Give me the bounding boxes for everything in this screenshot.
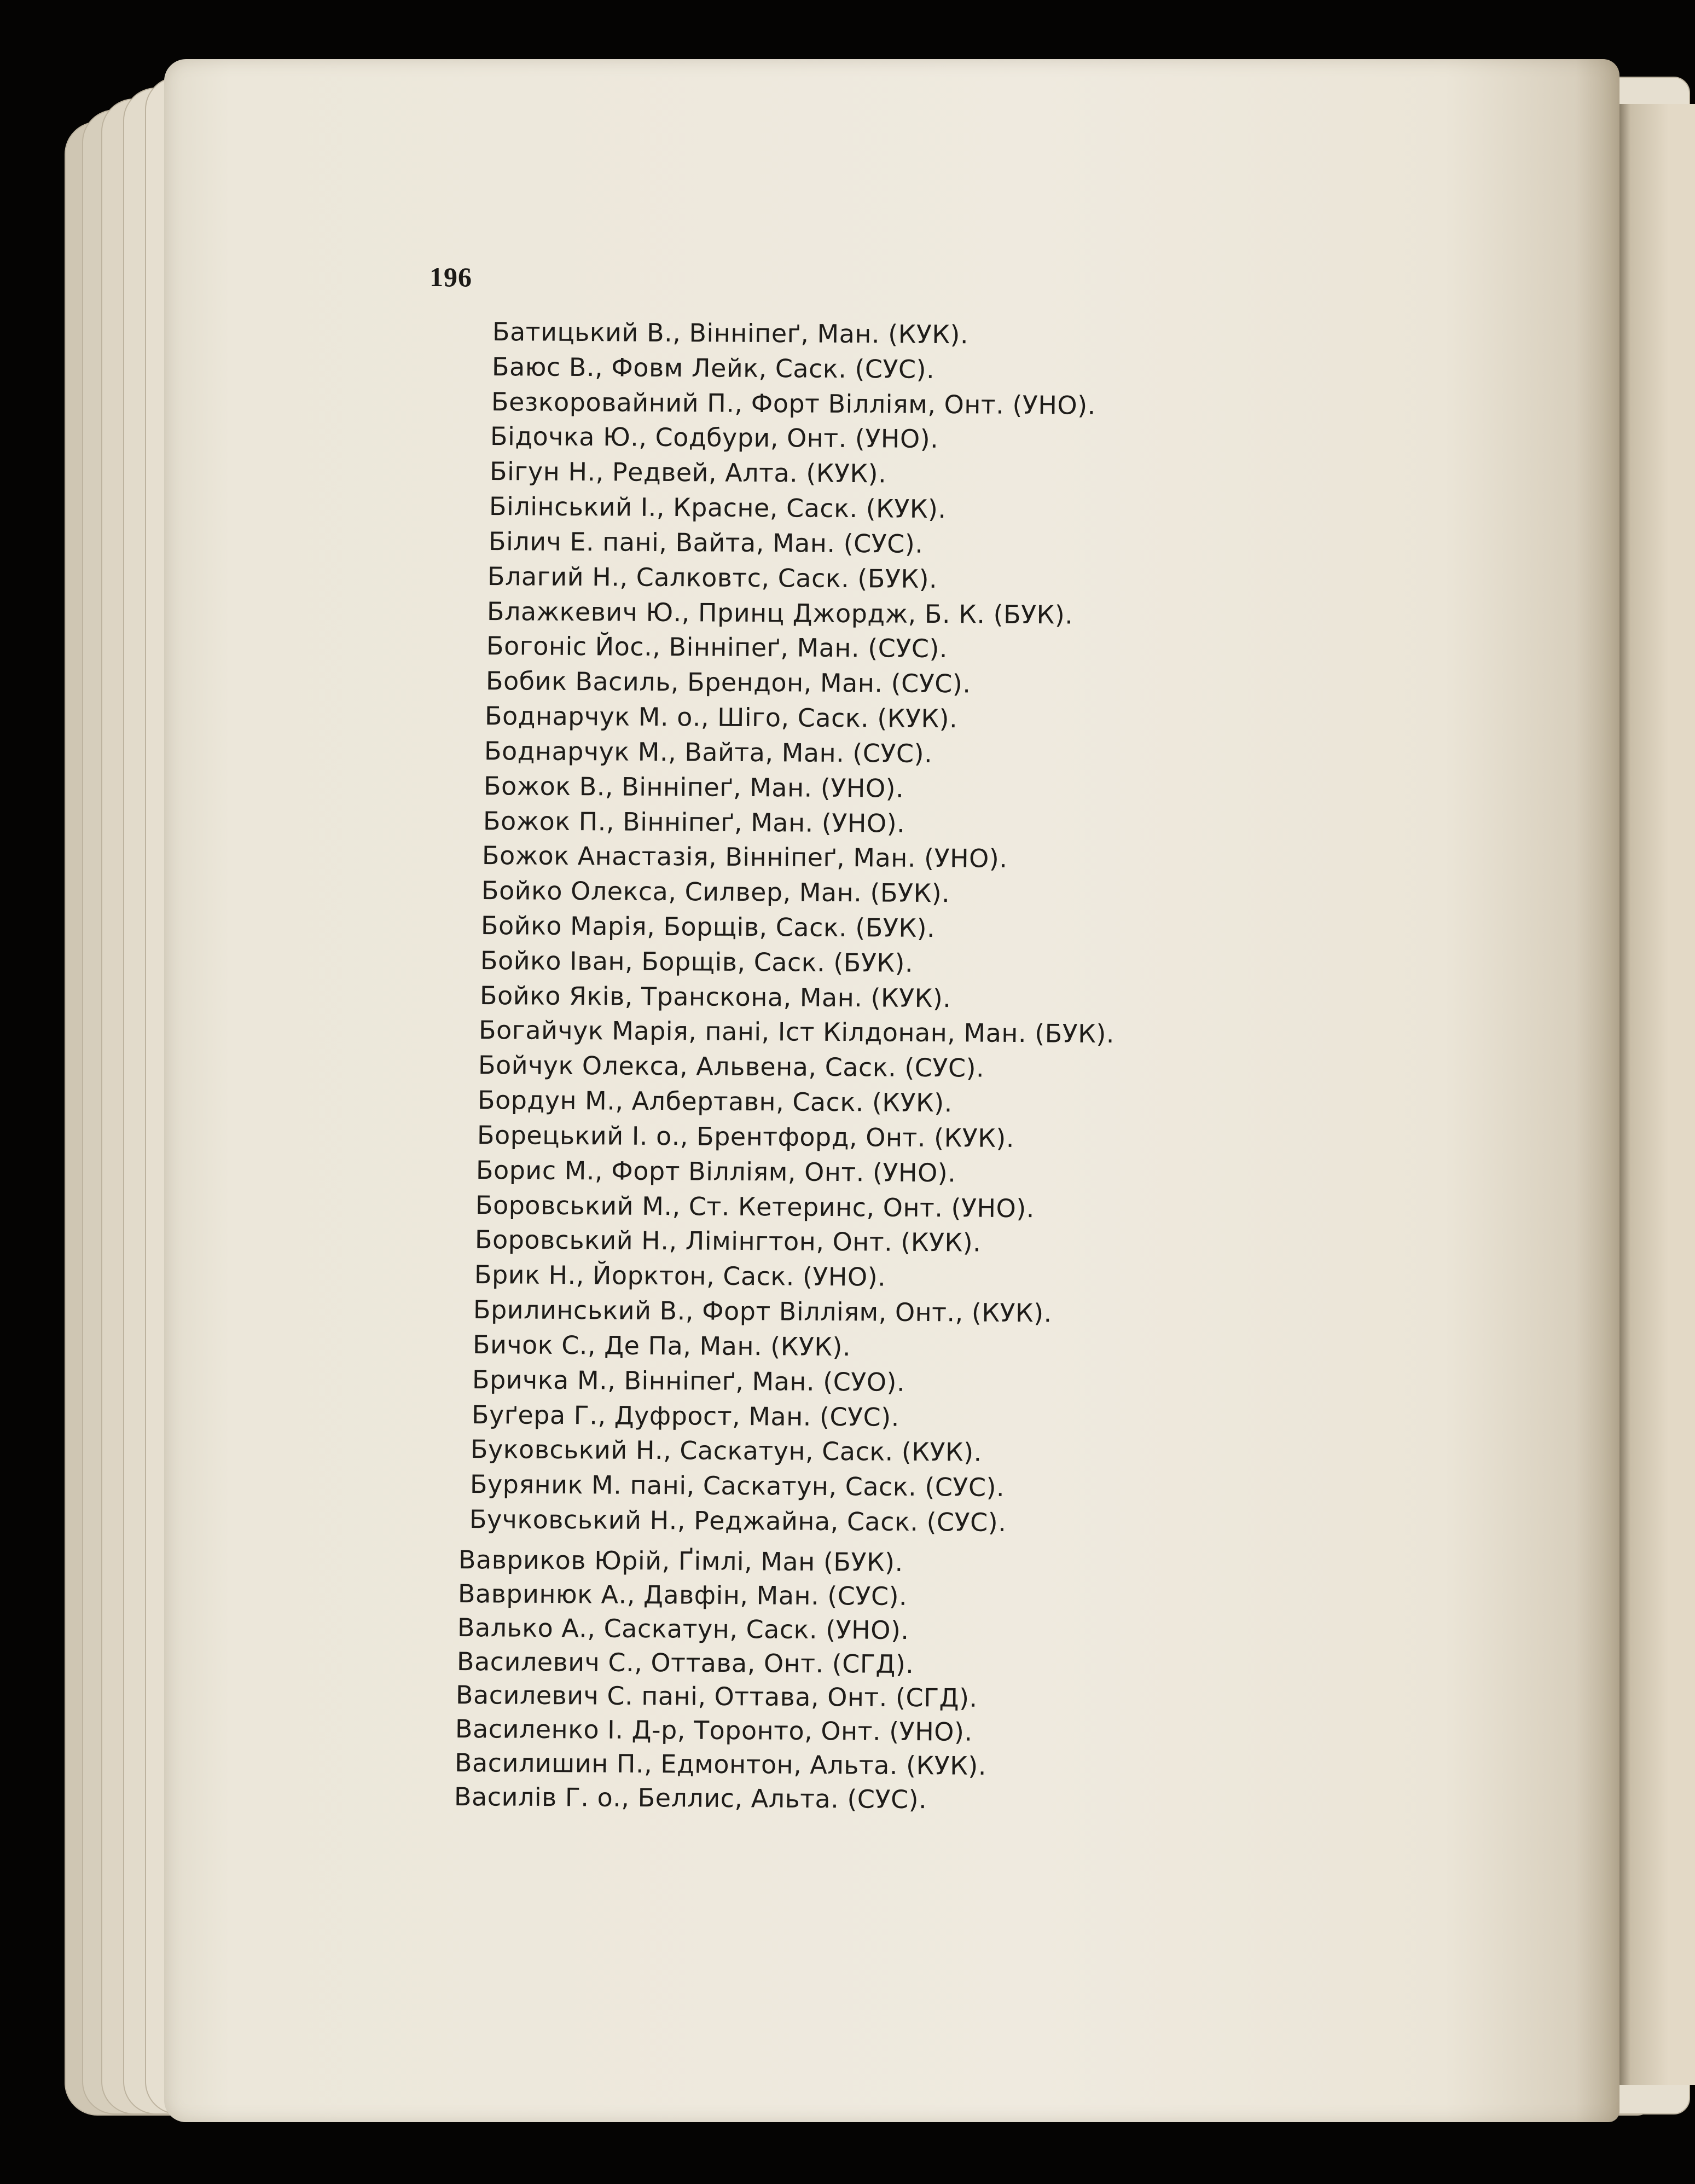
- list-entry: Бойко Марія, Борщів, Саск. (БУК).: [480, 911, 936, 943]
- list-entry: Василевич С., Оттава, Онт. (СГД).: [456, 1646, 914, 1679]
- list-entry: Борецький І. о., Брентфорд, Онт. (КУК).: [477, 1120, 1014, 1153]
- list-entry: Безкоровайний П., Форт Вілліям, Онт. (УНО).: [491, 386, 1096, 420]
- page-number: 196: [429, 262, 472, 292]
- list-entry: Василевич С. пані, Оттава, Онт. (СГД).: [456, 1680, 978, 1713]
- list-entry: Василенко І. Д-р, Торонто, Онт. (УНО).: [455, 1714, 973, 1747]
- list-entry: Бідочка Ю., Содбури, Онт. (УНО).: [490, 421, 939, 454]
- list-entry: Бичок С., Де Па, Ман. (КУК).: [473, 1329, 851, 1362]
- list-entry: Батицький В., Вінніпеґ, Ман. (КУК).: [492, 317, 969, 350]
- list-entry: Вавриков Юрій, Ґімлі, Ман (БУК).: [458, 1545, 903, 1577]
- list-entry: Бобик Василь, Брендон, Ман. (СУС).: [485, 666, 971, 699]
- list-entry: Вавринюк А., Давфін, Ман. (СУС).: [457, 1578, 908, 1611]
- list-entry: Буряник М. пані, Саскатун, Саск. (СУС).: [470, 1469, 1005, 1503]
- list-entry: Божок В., Вінніпеґ, Ман. (УНО).: [483, 771, 904, 803]
- list-entry: Василів Г. о., Беллис, Альта. (СУС).: [454, 1782, 927, 1815]
- list-entry: Бордун М., Албертавн, Саск. (КУК).: [477, 1085, 953, 1118]
- list-entry: Білич Е. пані, Вайта, Ман. (СУС).: [488, 526, 924, 559]
- list-entry: Божок Анастазія, Вінніпеґ, Ман. (УНО).: [482, 841, 1008, 874]
- list-entry: Благий Н., Салковтс, Саск. (БУК).: [487, 561, 938, 594]
- list-entry: Бойко Олекса, Силвер, Ман. (БУК).: [481, 876, 950, 908]
- list-entry: Бігун Н., Редвей, Алта. (КУК).: [489, 456, 887, 489]
- list-entry: Буковський Н., Саскатун, Саск. (КУК).: [471, 1434, 983, 1468]
- list-entry: Бричка М., Вінніпеґ, Ман. (СУО).: [472, 1364, 905, 1397]
- list-entry: Буґера Г., Дуфрост, Ман. (СУС).: [471, 1399, 899, 1432]
- list-entry: Борис М., Форт Вілліям, Онт. (УНО).: [476, 1155, 956, 1188]
- list-entry: Брилинський В., Форт Вілліям, Онт., (КУК).: [473, 1295, 1053, 1328]
- list-entry: Богайчук Марія, пані, Іст Кілдонан, Ман. (БУК).: [479, 1015, 1115, 1049]
- list-entry: Брик Н., Йорктон, Саск. (УНО).: [474, 1260, 886, 1292]
- list-entry: Боднарчук М., Вайта, Ман. (СУС).: [484, 735, 933, 768]
- list-entry: Блажкевич Ю., Принц Джордж, Б. К. (БУК).: [486, 596, 1073, 630]
- list-entry: Бойко Яків, Транскона, Ман. (КУК).: [479, 980, 951, 1013]
- list-entry: Боровський Н., Лімінгтон, Онт. (КУК).: [474, 1225, 982, 1258]
- list-entry: Василишин П., Едмонтон, Альта. (КУК).: [454, 1748, 987, 1781]
- facing-page-edge: [1614, 104, 1695, 2085]
- list-entry: Боднарчук М. о., Шіго, Саск. (КУК).: [485, 701, 958, 734]
- list-entry: Баюс В., Фовм Лейк, Саск. (СУС).: [491, 351, 935, 384]
- list-entry: Бойко Іван, Борщів, Саск. (БУК).: [480, 945, 913, 978]
- list-entry: Боровський М., Ст. Кетеринс, Онт. (УНО).: [475, 1190, 1035, 1223]
- list-entry: Божок П., Вінніпеґ, Ман. (УНО).: [483, 806, 905, 838]
- list-entry: Валько А., Саскатун, Саск. (УНО).: [457, 1612, 909, 1645]
- list-entry: Білінський І., Красне, Саск. (КУК).: [489, 491, 947, 524]
- list-entry: Бучковський Н., Реджайна, Саск. (СУС).: [469, 1504, 1007, 1537]
- list-entry: Богоніс Йос., Вінніпеґ, Ман. (СУС).: [486, 631, 948, 664]
- list-entry: Бойчук Олекса, Альвена, Саск. (СУС).: [478, 1050, 985, 1083]
